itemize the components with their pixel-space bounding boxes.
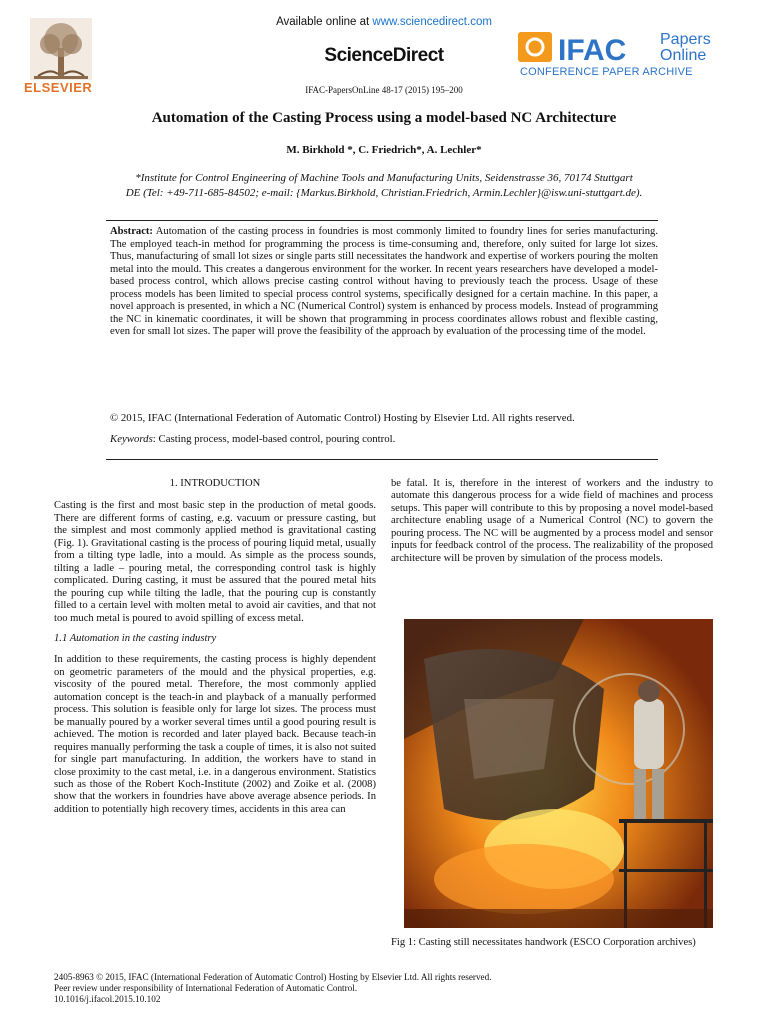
keywords-label: Keywords (110, 433, 153, 445)
footer-peer-review-line: Peer review under responsibility of International Federation of Automatic Control. (54, 983, 358, 993)
keywords-text: : Casting process, model-based control, pouring control. (152, 433, 396, 445)
sciencedirect-link[interactable]: www.sciencedirect.com (372, 16, 492, 28)
abstract-label: Abstract: (110, 226, 153, 237)
intro-paragraph-1: Casting is the first and most basic step in the production of metal goods. There are different forms of casting, e.g. vacuum or pressure casting, but the simplest and most commonly applied method is gravitational casting (Fig. 1). Gravitational casting is the process of pouring liquid metal, usually from a tilting type ladle, into a mould. As simple as the process sounds, tilting a ladle – pouring metal, the corresponding control task is highly complicated. During casting, it must be assured that the poured metal hits the pouring cup while tilting the ladle, that the pouring cup is constantly filled to a certain level with molten metal to avoid air cavities, and that not too much metal is poured to avoid spilling of excess metal. (54, 500, 376, 624)
subsection-heading-automation: 1.1 Automation in the casting industry (54, 632, 217, 644)
abstract-bottom-rule (106, 459, 658, 460)
intro-paragraph-3: be fatal. It is, therefore in the interest of workers and the industry to automate this dangerous process for a wide field of machines and process setups. This paper will contribute to this by proposing a novel model-based architecture enabling usage of a Numerical Control (NC) to govern the pouring process. The NC will be augmented by a process model and sensor inputs for feedback control of the process. The realizability of the proposed architecture will be proven by simulation of the process models. (391, 478, 713, 564)
ifac-emblem-icon (518, 32, 552, 62)
paper-title: Automation of the Casting Process using a model-based NC Architecture (151, 110, 617, 126)
abstract-copyright: © 2015, IFAC (International Federation of Automatic Control) Hosting by Elsevier Ltd. All rights reserved. (110, 412, 575, 424)
page-footer (54, 972, 714, 1005)
journal-citation: IFAC-PapersOnLine 48-17 (2015) 195–200 (305, 85, 463, 95)
intro-paragraph-2: In addition to these requirements, the casting process is highly dependent on geometric parameters of the mould and the physical properties, e.g. viscosity of the poured metal. Therefore, the most commonly applied automation concept is the teach-in and playback of a manually performed process. This solution is feasible only for large lot sizes. The process must be manually poured by a worker several times until a good pouring result is achieved. The motion is recorded and later played back. Because teach-in requires manually performing the task a couple of times, it is also not suited for single part manufacturing. In addition, the workers have to stand in close proximity to the cast metal, i.e. in a dangerous environment. Statistics such as those of the Robert Koch-Institute (2002) and Zoike et al. (2008) show that the workers in foundries have above average absence periods. In addition to potentially high recovery times, accidents in this area can (54, 654, 376, 815)
section-heading-introduction: 1. INTRODUCTION (169, 478, 261, 489)
footer-issn-line: 2405-8963 © 2015, IFAC (International Federation of Automatic Control) Hosting by Elsevier Ltd. All rights reserved. (54, 972, 492, 982)
affiliation-line-2: DE (Tel: +49-711-685-84502; e-mail: {Markus.Birkhold, Christian.Friedrich, Armin.Lechler}@isw.uni-stuttgart.de). (125, 187, 643, 199)
sciencedirect-wordmark: ScienceDirect (324, 45, 444, 66)
ifac-online-word: Online (660, 47, 707, 64)
available-prefix: Available online at (276, 16, 373, 28)
abstract-block (110, 226, 658, 339)
affiliation-line-1: *Institute for Control Engineering of Machine Tools and Manufacturing Units, Seidenstrasse 36, 70174 Stuttgart (135, 172, 633, 184)
abstract-top-rule (106, 220, 658, 221)
abstract-text: Automation of the casting process in foundries is most commonly limited to foundry lines for series manufacturing. The employed teach-in method for programming the process is time-consuming and, therefore, only suited for large lot sizes. Thus, manufacturing of small lot sizes or single parts still necessitates the handwork and expertise of workers pouring the molten metal into the mould. This creates a dangerous environment for the worker. In recent years researchers have developed a model-based process control, which allows precise casting control without having to previously teach the process. Usage of these process models has been limited to special process control systems, specifically designed for a certain machine. In this paper, a novel approach is presented, in which a NC (Numerical Control) system is enhanced by process models. Instead of programming the NC in kinematic coordinates, it will be shown that programming in process coordinates allows robust and flexible casting, even for small lot sizes. The paper will prove the feasibility of the approach by evaluation of the processing time of the model. (110, 226, 658, 337)
figure-caption: Fig 1: Casting still necessitates handwork (ESCO Corporation archives) (391, 937, 696, 948)
left-column (54, 478, 376, 816)
casting-photo-figure (404, 619, 713, 928)
footer-doi-line: 10.1016/j.ifacol.2015.10.102 (54, 994, 161, 1004)
keywords-line (110, 433, 658, 445)
available-online-line (0, 16, 768, 28)
paper-authors: M. Birkhold *, C. Friedrich*, A. Lechler* (286, 144, 482, 156)
right-column (391, 478, 713, 565)
ifac-word: IFAC (558, 34, 627, 67)
ifac-papers-word: Papers (660, 31, 711, 48)
elsevier-wordmark: ELSEVIER (24, 80, 93, 95)
ifac-archive-label: CONFERENCE PAPER ARCHIVE (520, 66, 693, 78)
